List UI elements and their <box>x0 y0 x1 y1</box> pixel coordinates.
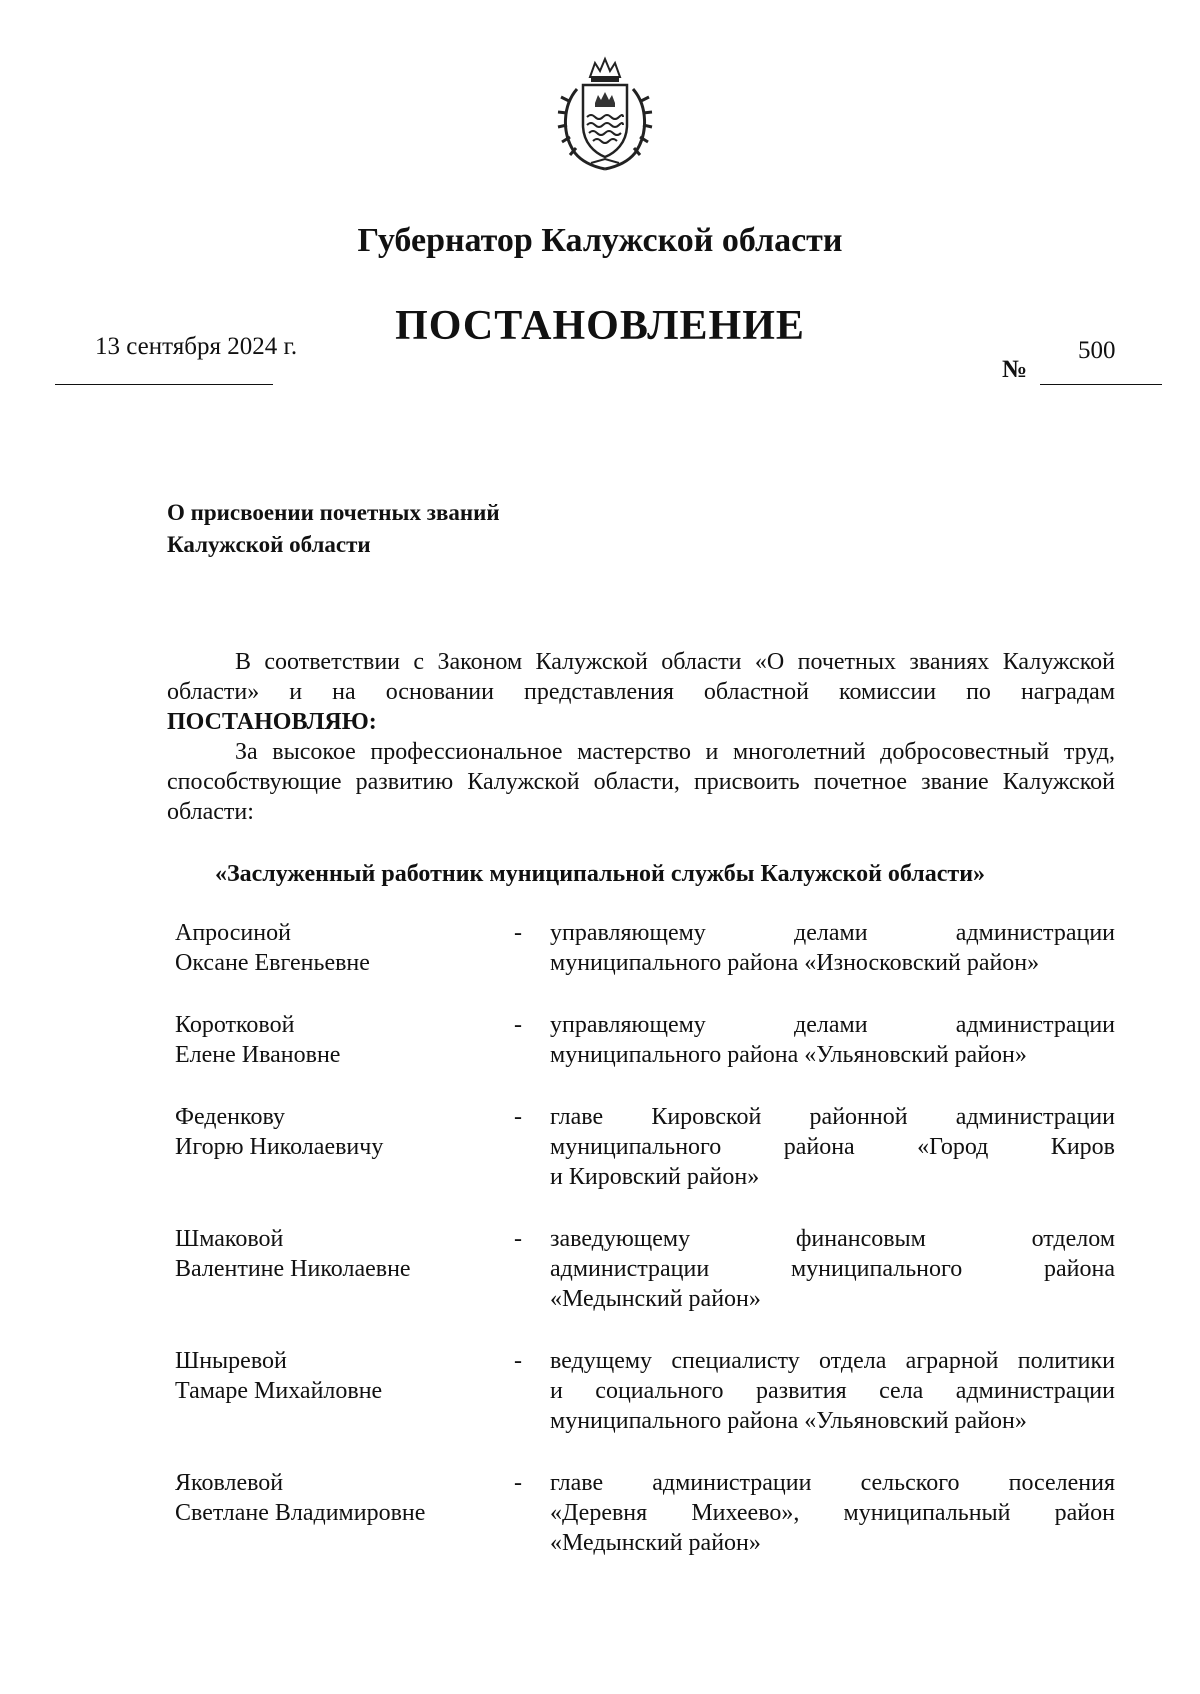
dash-separator: - <box>514 920 522 946</box>
recipient-name <box>175 1468 425 1528</box>
recipient-entry <box>0 1102 1200 1224</box>
recipient-surname: Шмаковой <box>175 1226 284 1252</box>
recipient-list <box>0 918 1200 1590</box>
recipient-given-names: Елене Ивановне <box>175 1042 341 1068</box>
preamble-paragraph <box>167 647 1115 737</box>
recipient-given-names: Тамаре Михайловне <box>175 1378 383 1404</box>
position-line: муниципального района «Ульяновский район» <box>550 1408 1027 1434</box>
document-date: 13 сентября 2024 г. <box>95 333 298 360</box>
position-line: управляющему делами администрации <box>550 920 1115 946</box>
issuing-authority-title: Губернатор Калужской области <box>357 222 843 259</box>
recipient-name <box>175 918 370 978</box>
date-underline <box>55 384 273 385</box>
position-line: и социального развития села администрации <box>550 1378 1115 1404</box>
position-line: управляющему делами администрации <box>550 1012 1115 1038</box>
recipient-position <box>550 1224 1115 1314</box>
position-line: главе Кировской районной администрации <box>550 1104 1115 1130</box>
coat-of-arms-emblem <box>555 55 655 173</box>
subject-line: О присвоении почетных званий <box>167 500 500 525</box>
position-line: главе администрации сельского поселения <box>550 1470 1115 1496</box>
dash-separator: - <box>514 1012 522 1038</box>
recipient-given-names: Оксане Евгеньевне <box>175 950 370 976</box>
position-line: и Кировский район» <box>550 1164 760 1190</box>
recipient-surname: Шныревой <box>175 1348 287 1374</box>
number-underline <box>1040 384 1162 385</box>
recipient-surname: Коротковой <box>175 1012 295 1038</box>
position-line: «Деревня Михеево», муниципальный район <box>550 1500 1115 1526</box>
dash-separator: - <box>514 1104 522 1130</box>
recipient-entry <box>0 1346 1200 1468</box>
dash-separator: - <box>514 1470 522 1496</box>
document-subject <box>167 497 500 561</box>
position-line: муниципального района «Износковский район» <box>550 950 1040 976</box>
position-line: администрации муниципального района <box>550 1256 1115 1282</box>
decision-word: ПОСТАНОВЛЯЮ: <box>167 709 377 735</box>
recipient-name <box>175 1102 383 1162</box>
preamble-text: В соответствии с Законом Калужской области «О почетных званиях Калужской области» и на основании представления областной комиссии по наградам <box>167 649 1115 705</box>
recipient-name <box>175 1224 411 1284</box>
recipient-position <box>550 918 1115 978</box>
document-type-heading: ПОСТАНОВЛЕНИЕ <box>395 303 805 349</box>
recipient-position <box>550 1468 1115 1558</box>
recipient-surname: Феденкову <box>175 1104 285 1130</box>
recipient-position <box>550 1010 1115 1070</box>
subject-line: Калужской области <box>167 532 371 557</box>
recipient-entry <box>0 1224 1200 1346</box>
preamble-paragraph: За высокое профессиональное мастерство и многолетний добросовестный труд, способствующие развитию Калужской области, присвоить почетное звание Калужской области: <box>167 739 1115 825</box>
recipient-entry <box>0 918 1200 1010</box>
position-line: ведущему специалисту отдела аграрной политики <box>550 1348 1115 1374</box>
position-line: «Медынский район» <box>550 1286 761 1312</box>
recipient-entry <box>0 1010 1200 1102</box>
preamble <box>167 647 1115 827</box>
recipient-given-names: Светлане Владимировне <box>175 1500 426 1526</box>
recipient-position <box>550 1102 1115 1192</box>
recipient-name <box>175 1346 382 1406</box>
dash-separator: - <box>514 1226 522 1252</box>
recipient-entry <box>0 1468 1200 1590</box>
position-line: муниципального района «Ульяновский район» <box>550 1042 1027 1068</box>
position-line: заведующему финансовым отделом <box>550 1226 1115 1252</box>
recipient-name <box>175 1010 340 1070</box>
number-sign: № <box>1002 356 1028 383</box>
position-line: муниципального района «Город Киров <box>550 1134 1115 1160</box>
recipient-surname: Апросиной <box>175 920 291 946</box>
recipient-given-names: Валентине Николаевне <box>175 1256 411 1282</box>
position-line: «Медынский район» <box>550 1530 761 1556</box>
dash-separator: - <box>514 1348 522 1374</box>
recipient-given-names: Игорю Николаевичу <box>175 1134 384 1160</box>
recipient-surname: Яковлевой <box>175 1470 284 1496</box>
document-number: 500 <box>1078 337 1116 364</box>
award-title: «Заслуженный работник муниципальной службы Калужской области» <box>214 861 986 887</box>
recipient-position <box>550 1346 1115 1436</box>
